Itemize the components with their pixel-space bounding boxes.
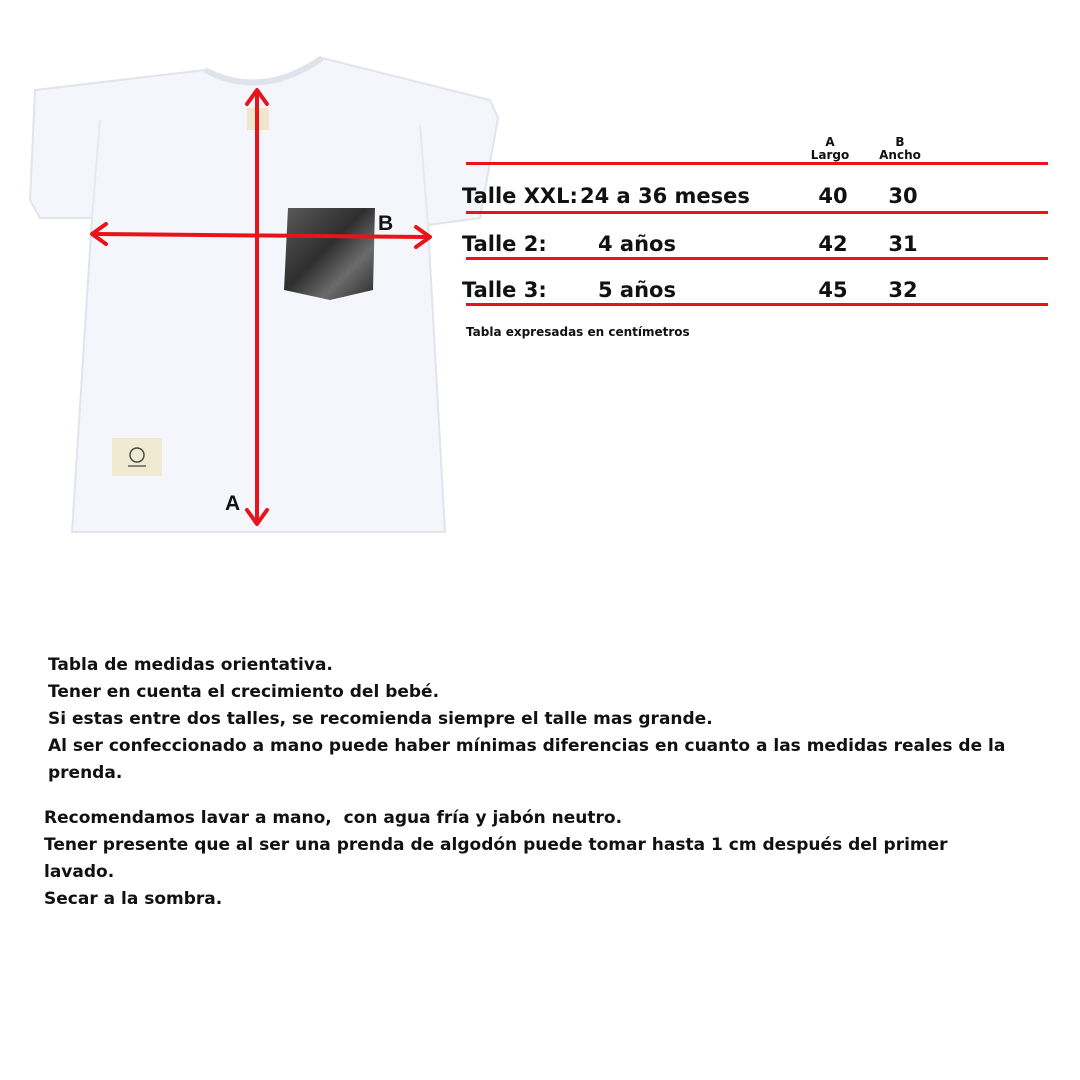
ancho-value: 30: [888, 184, 918, 208]
info-line: Al ser confeccionado a mano puede haber mínimas diferencias en cuanto a las medidas reales de la prenda.: [48, 736, 1006, 783]
info-line: Si estas entre dos talles, se recomienda siempre el talle mas grande.: [48, 709, 713, 729]
chest-pocket: [284, 208, 375, 300]
measure-label-b: B: [378, 212, 394, 235]
size-label: Talle 2:: [462, 232, 547, 256]
table-rule: [466, 257, 1048, 260]
age-range: 5 años: [598, 278, 676, 302]
brand-tag: [112, 438, 162, 476]
age-range: 4 años: [598, 232, 676, 256]
largo-value: 40: [818, 184, 848, 208]
column-name: Ancho: [879, 148, 921, 162]
care-instructions-block: [44, 805, 1004, 913]
column-letter: A: [825, 135, 835, 149]
table-rule: [466, 211, 1048, 214]
age-range: 24 a 36 meses: [580, 184, 750, 208]
ancho-value: 32: [888, 278, 918, 302]
info-line: Tener en cuenta el crecimiento del bebé.: [48, 682, 440, 702]
column-header-largo: [800, 136, 860, 162]
largo-value: 45: [818, 278, 848, 302]
table-rule: [466, 162, 1048, 165]
care-line: Recomendamos lavar a mano, con agua fría y jabón neutro.: [44, 808, 623, 828]
info-line: Tabla de medidas orientativa.: [48, 655, 333, 675]
care-line: Tener presente que al ser una prenda de algodón puede tomar hasta 1 cm después del primer lavado.: [44, 835, 948, 882]
tshirt-measurement-figure: [0, 0, 520, 560]
care-line: Secar a la sombra.: [44, 889, 223, 909]
column-letter: B: [895, 135, 905, 149]
column-header-ancho: [870, 136, 930, 162]
largo-value: 42: [818, 232, 848, 256]
column-name: Largo: [810, 148, 850, 162]
size-label: Talle 3:: [462, 278, 547, 302]
size-label: Talle XXL:: [462, 184, 578, 208]
ancho-value: 31: [888, 232, 918, 256]
table-unit-note: Tabla expresadas en centímetros: [466, 325, 690, 339]
measure-label-a: A: [225, 492, 241, 515]
table-rule: [466, 303, 1048, 306]
sizing-info-block: [48, 652, 1048, 787]
